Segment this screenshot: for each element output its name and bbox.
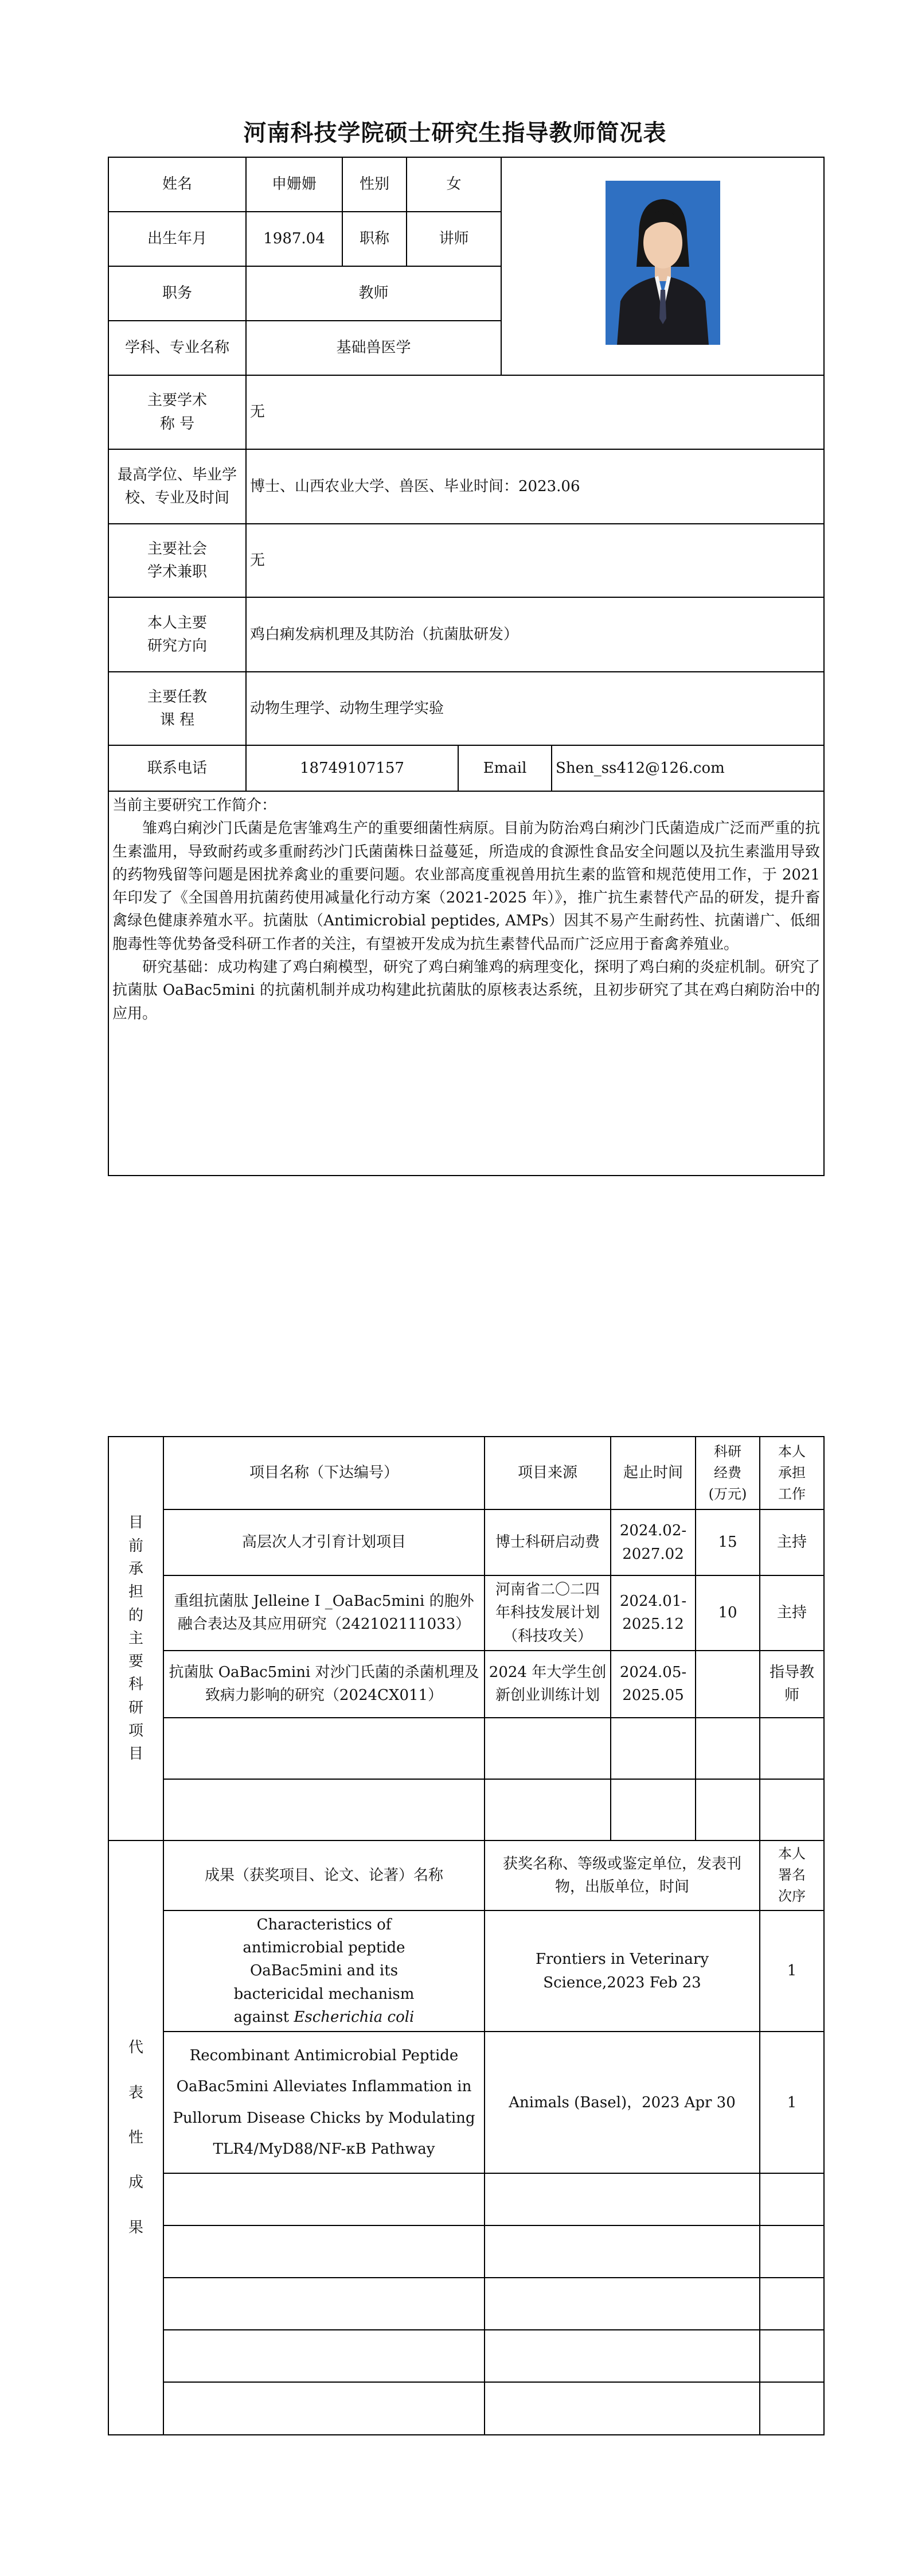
projects-side-char: 担 [128, 1583, 143, 1601]
achievement-title: Recombinant Antimicrobial Peptide OaBac5mini Alleviates Inflammation in Pullorum Disease Chicks by Modulating TLR4/MyD88/NF-κB Pathway [173, 2046, 475, 2158]
page-title: 河南科技学院硕士研究生指导教师简况表 [243, 120, 667, 146]
projects-achievements-table [108, 1436, 825, 2435]
achievements-header-venue: 获奖名称、等级或鉴定单位，发表刊物，出版单位，时间 [485, 1840, 760, 1910]
research-label-line1: 本人主要 [147, 614, 207, 632]
projects-side-char: 目 [128, 1745, 143, 1763]
project-name: 重组抗菌肽 Jelleine I _OaBac5mini 的胞外融合表达及其应用研究（242102111033） [163, 1575, 485, 1651]
birth-label: 出生年月 [108, 212, 246, 266]
gender-value: 女 [407, 157, 501, 212]
academic-title-label [108, 375, 246, 449]
projects-side-char: 目 [128, 1514, 143, 1532]
table-row-empty [108, 2173, 824, 2225]
title-value: 讲师 [407, 212, 501, 266]
role-header-line: 本人 [778, 1443, 806, 1460]
name-value: 申姗姗 [246, 157, 342, 212]
project-name: 抗菌肽 OaBac5mini 对沙门氏菌的杀菌机理及致病力影响的研究（2024CX011） [163, 1651, 485, 1718]
role-header-line: 承担 [778, 1464, 806, 1481]
projects-side-char: 承 [128, 1560, 143, 1578]
table-row [108, 1910, 824, 2032]
achievements-header-order [760, 1840, 824, 1910]
portrait-image [606, 181, 720, 345]
achievement-venue: Frontiers in Veterinary Science,2023 Feb 23 [485, 1910, 760, 2032]
projects-side-char: 主 [128, 1629, 143, 1647]
achievements-side-char: 性 [128, 2128, 143, 2146]
education-label-line1: 最高学位、毕业学 [117, 466, 237, 484]
discipline-value: 基础兽医学 [246, 321, 501, 375]
research-intro [108, 791, 824, 1176]
phone-label: 联系电话 [108, 745, 246, 791]
table-row-empty [108, 2278, 824, 2330]
project-funding: 10 [696, 1575, 760, 1651]
gender-label: 性别 [342, 157, 407, 212]
table-row-empty [108, 2330, 824, 2382]
education-value: 博士、山西农业大学、兽医、毕业时间：2023.06 [246, 449, 824, 524]
projects-side-char: 的 [128, 1606, 143, 1624]
projects-header-period: 起止时间 [611, 1437, 696, 1509]
academic-title-label-line1: 主要学术 [147, 392, 207, 410]
project-period: 2024.02-2027.02 [611, 1509, 696, 1575]
portrait-photo [606, 181, 720, 345]
projects-header-role [760, 1437, 824, 1509]
academic-title-value: 无 [246, 375, 824, 449]
project-period: 2024.01-2025.12 [611, 1575, 696, 1651]
research-value: 鸡白痢发病机理及其防治（抗菌肽研发） [246, 597, 824, 672]
research-label-line2: 研究方向 [147, 637, 207, 655]
achievements-side-char: 果 [128, 2219, 143, 2236]
projects-header-source: 项目来源 [485, 1437, 611, 1509]
position-label: 职务 [108, 266, 246, 321]
intro-paragraph-2: 研究基础：成功构建了鸡白痢模型，研究了鸡白痢雏鸡的病理变化，探明了鸡白痢的炎症机制。研究了抗菌肽 OaBac5mini 的抗菌机制并成功构建此抗菌肽的原核表达系统，且初步研究了其在鸡白痢防治中的应用。 [112, 959, 821, 1022]
projects-header-funding [696, 1437, 760, 1509]
courses-value: 动物生理学、动物生理学实验 [246, 672, 824, 745]
social-label-line1: 主要社会 [147, 540, 207, 558]
order-header-line: 次序 [778, 1888, 806, 1905]
academic-title-label-line2: 称 号 [159, 415, 195, 433]
project-period: 2024.05-2025.05 [611, 1651, 696, 1718]
social-label [108, 524, 246, 597]
courses-label-line2: 课 程 [159, 711, 195, 729]
photo-cell [501, 157, 824, 375]
birth-value: 1987.04 [246, 212, 342, 266]
intro-paragraph-1: 雏鸡白痢沙门氏菌是危害雏鸡生产的重要细菌性病原。目前为防治鸡白痢沙门氏菌造成广泛而严重的抗生素滥用，导致耐药或多重耐药沙门氏菌菌株日益蔓延，所造成的食源性食品安全问题以及抗生素滥用导致的药物残留等问题是困扰养禽业的重要问题。农业部高度重视兽用抗生素的监管和规范使用工作，于 2021 年印发了《全国兽用抗菌药使用减量化行动方案（2021-2025 年）》，推广抗生素替代产品的研发，提升畜禽绿色健康养殖水平。抗菌肽（Antimicrobial peptides, AMPs）因其不易产生耐药性、抗菌谱广、低细胞毒性等优势备受科研工作者的关注，有望被开发成为抗生素替代品而广泛应用于畜禽养殖业。 [112, 820, 821, 953]
project-source: 河南省二〇二四年科技发展计划（科技攻关） [485, 1575, 611, 1651]
achievements-side-char: 代 [128, 2039, 143, 2057]
social-label-line2: 学术兼职 [147, 563, 207, 581]
table-row [108, 1575, 824, 1651]
discipline-label: 学科、专业名称 [108, 321, 246, 375]
projects-side-char: 要 [128, 1653, 143, 1671]
achievements-side-label [108, 1840, 163, 2435]
funding-header-line: 科研 [714, 1443, 741, 1460]
table-row-empty [108, 1779, 824, 1840]
order-header-line: 署名 [778, 1867, 806, 1884]
intro-heading: 当前主要研究工作简介： [112, 797, 277, 814]
projects-side-char: 研 [128, 1699, 143, 1717]
projects-side-label [108, 1437, 163, 1840]
projects-side-char: 前 [128, 1537, 143, 1555]
project-role: 主持 [760, 1509, 824, 1575]
email-value: Shen_ss412@126.com [552, 745, 824, 791]
project-funding: 15 [696, 1509, 760, 1575]
achievements-side-char: 表 [128, 2084, 143, 2102]
table-row [108, 2032, 824, 2173]
achievement-name [163, 2032, 485, 2173]
project-funding [696, 1651, 760, 1718]
courses-label [108, 672, 246, 745]
role-header-line: 工作 [778, 1486, 806, 1503]
achievement-order: 1 [760, 1910, 824, 2032]
table-row [108, 1509, 824, 1575]
projects-side-char: 项 [128, 1722, 143, 1740]
education-label [108, 449, 246, 524]
table-row-empty [108, 1718, 824, 1779]
email-label: Email [458, 745, 552, 791]
achievement-order: 1 [760, 2032, 824, 2173]
order-header-line: 本人 [778, 1846, 806, 1862]
table-row-empty [108, 2382, 824, 2435]
table-row [108, 1651, 824, 1718]
achievement-name [163, 1910, 485, 2032]
projects-side-char: 科 [128, 1676, 143, 1694]
table-row-empty [108, 2225, 824, 2278]
research-label [108, 597, 246, 672]
project-role: 指导教师 [760, 1651, 824, 1718]
phone-value: 18749107157 [246, 745, 458, 791]
title-label: 职称 [342, 212, 407, 266]
name-label: 姓名 [108, 157, 246, 212]
project-role: 主持 [760, 1575, 824, 1651]
achievements-side-char: 成 [128, 2174, 143, 2192]
project-source: 博士科研启动费 [485, 1509, 611, 1575]
achievement-title-italic: Escherichia coli [294, 2009, 415, 2026]
project-name: 高层次人才引育计划项目 [163, 1509, 485, 1575]
funding-header-line: 经费 [714, 1464, 741, 1481]
position-value: 教师 [246, 266, 501, 321]
project-source: 2024 年大学生创新创业训练计划 [485, 1651, 611, 1718]
projects-header-name: 项目名称（下达编号） [163, 1437, 485, 1509]
social-value: 无 [246, 524, 824, 597]
courses-label-line1: 主要任教 [147, 688, 207, 706]
achievement-title: Characteristics of antimicrobial peptide OaBac5mini and its bactericidal mechanism against [233, 1916, 415, 2026]
achievements-header-name: 成果（获奖项目、论文、论著）名称 [163, 1840, 485, 1910]
profile-table [108, 157, 825, 1176]
funding-header-line: (万元) [708, 1486, 747, 1503]
education-label-line2: 校、专业及时间 [124, 489, 229, 507]
achievement-venue: Animals (Basel)，2023 Apr 30 [485, 2032, 760, 2173]
